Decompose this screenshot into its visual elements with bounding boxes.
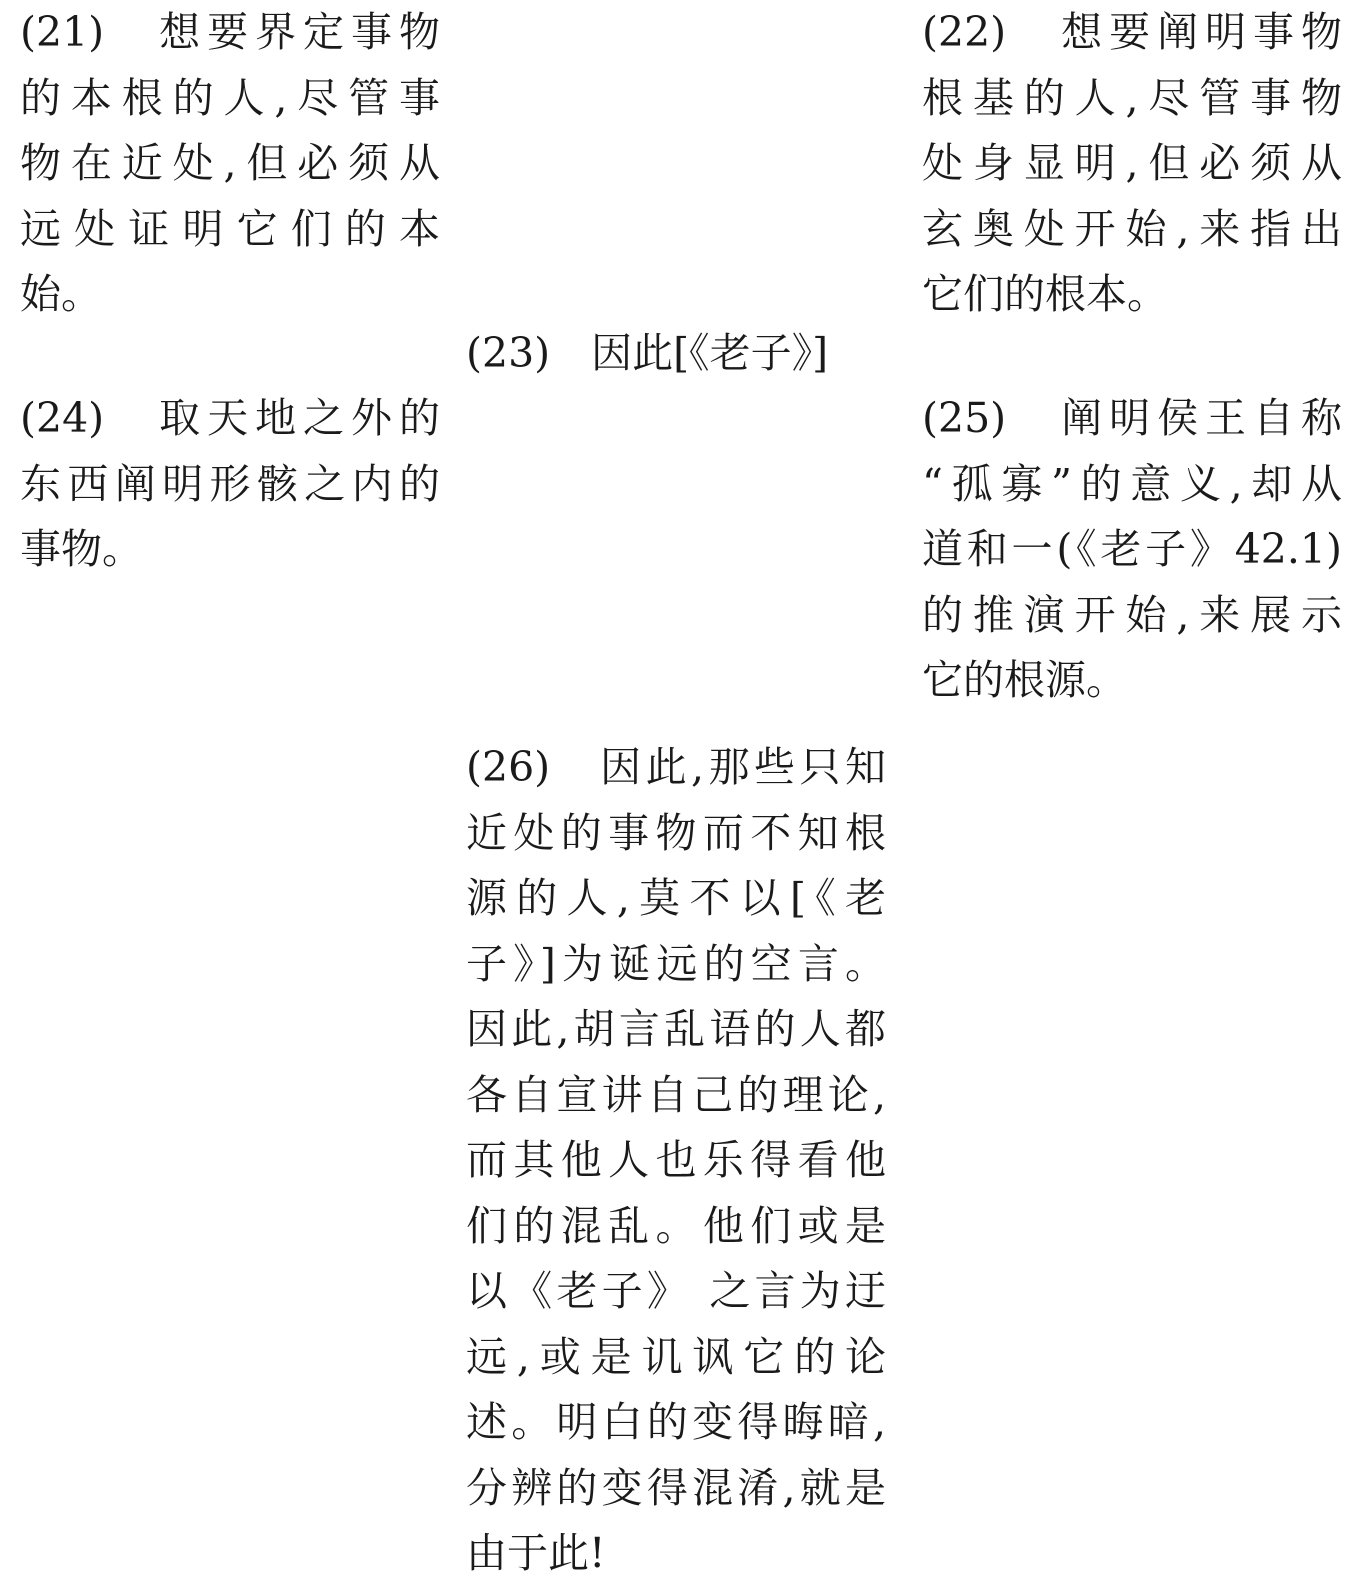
- passage-line: 道和一(《老子》42.1): [922, 525, 1342, 573]
- passage-25: [922, 386, 1342, 714]
- passage-line: 处身显明,但必须从: [922, 139, 1342, 187]
- passage-line: “孤寡”的意义,却从: [922, 459, 1342, 508]
- passage-line: 的本根的人,尽管事: [20, 73, 440, 122]
- passage-line: 述。明白的变得晦暗,: [466, 1398, 886, 1446]
- passage-line: 它的根源。: [922, 656, 1127, 704]
- passage-line: 源的人,莫不以[《老: [466, 874, 886, 922]
- passage-line: (21) 想要界定事物: [20, 8, 440, 56]
- passage-line: 由于此!: [466, 1529, 606, 1577]
- passage-line: (24) 取天地之外的: [20, 394, 440, 442]
- passage-line: 远,或是讥讽它的论: [466, 1332, 886, 1381]
- passage-line: 各自宣讲自己的理论,: [466, 1070, 886, 1119]
- passage-line: (26) 因此,那些只知: [466, 743, 886, 791]
- passage-line: 玄奥处开始,来指出: [922, 204, 1342, 253]
- passage-line: 以《老子》 之言为迂: [466, 1267, 886, 1315]
- passage-line: 远处证明它们的本: [20, 204, 440, 253]
- passage-line: 因此,胡言乱语的人都: [466, 1005, 886, 1053]
- passage-line: 近处的事物而不知根: [466, 808, 886, 857]
- passage-22: [922, 0, 1342, 328]
- passage-line: 分辨的变得混淆,就是: [466, 1463, 886, 1512]
- passage-24: [20, 386, 440, 583]
- passage-line: (22) 想要阐明事物: [922, 8, 1342, 56]
- passage-line: 的推演开始,来展示: [922, 590, 1342, 639]
- passage-line: 东西阐明形骸之内的: [20, 459, 440, 508]
- passage-line: 而其他人也乐得看他: [466, 1136, 886, 1184]
- passage-23: [466, 321, 886, 387]
- passage-line: 它们的根本。: [922, 270, 1168, 318]
- passage-line: 们的混乱。他们或是: [466, 1201, 886, 1250]
- passage-line: 根基的人,尽管事物: [922, 73, 1342, 122]
- passage-line: 子》]为诞远的空言。: [466, 939, 886, 988]
- passage-21: [20, 0, 440, 328]
- passage-26: [466, 735, 886, 1587]
- passage-line: 事物。: [20, 525, 143, 573]
- passage-line: (25) 阐明侯王自称: [922, 394, 1342, 442]
- passage-line: 物在近处,但必须从: [20, 139, 440, 187]
- passage-line: 始。: [20, 270, 102, 318]
- passage-line: (23) 因此[《老子》]: [466, 329, 829, 377]
